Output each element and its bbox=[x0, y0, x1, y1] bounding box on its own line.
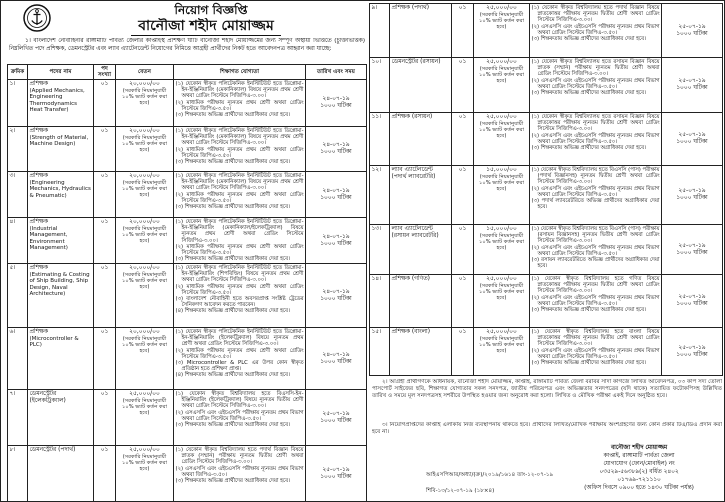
qualification-item: (১) যেকোন স্বীকৃত পলিটেকনিক ইনস্টিটিউট হতে ডিপ্লোমা-ইন-ইঞ্জিনিয়ারিং (মেকানিক্যাল/ইলেকট্রিক্যাল) বিষয়ে ন্যূনতম প্রথম শ্রেণী অথবা গ্রেডিং সিস্টেমে সিজিপিএ-৩.০০। bbox=[175, 219, 304, 244]
table-row bbox=[370, 275, 723, 328]
date-time-cell bbox=[662, 328, 723, 375]
qualification-item: (২) মাধ্যমিক পরীক্ষায় ন্যূনতম প্রথম শ্রেণী অথবা গ্রেডিং সিস্টেমে জিপিএ-৩.৫০। bbox=[175, 347, 304, 360]
post-count: ০১ bbox=[94, 80, 116, 126]
col-header-post: পদের নাম bbox=[28, 65, 94, 79]
salary-note: (সরকারি নিয়মানুযায়ী ১০% ভ্যাট কর্তন করা হবে) bbox=[479, 173, 524, 193]
post-cell bbox=[28, 446, 94, 501]
contact-address: কাপ্তাই, রাঙ্গামাটি পার্বত্য জেলা bbox=[603, 453, 675, 459]
post-cell bbox=[28, 172, 94, 217]
interview-date: ২৫-০৭-১৯ bbox=[322, 466, 350, 473]
post-count: ০১ bbox=[94, 446, 116, 501]
serial-number: ৪। bbox=[9, 219, 16, 225]
qualification-item: (৩) শিক্ষকতায় অভিজ্ঞ প্রার্থীদের অগ্রাধিকার দেয়া হবে। bbox=[531, 360, 646, 367]
serial-number: ১৪। bbox=[371, 276, 382, 282]
serial-cell bbox=[8, 390, 28, 445]
post-count: ০১ bbox=[452, 4, 474, 57]
date-time-cell bbox=[306, 264, 367, 327]
table-row bbox=[8, 264, 367, 328]
col-header-count: পদ সংখ্যা bbox=[94, 65, 116, 79]
post-subject: (Industrial Management, Environment Management) bbox=[29, 225, 68, 252]
qualification-item: (১) যেকোন স্বীকৃত বিশ্ববিদ্যালয় হতে পদার্থ বিজ্ঞান বিষয়ে স্নাতক (সম্মান) পরীক্ষায় ন্যূনতম দ্বিতীয় শ্রেণী অথবা গ্রেডিং সিস্টেমে সিজিপিএ-৩.০০। bbox=[175, 447, 304, 466]
post-name: প্রশিক্ষক (রসায়ন) bbox=[391, 114, 433, 120]
interview-date: ২৪-০৭-১৯ bbox=[322, 288, 350, 295]
serial-cell bbox=[370, 4, 390, 57]
salary-amount: ১৫,০০০/০০ bbox=[486, 226, 517, 232]
interview-date: ২৪-০৭-১৯ bbox=[322, 351, 350, 358]
qualification-item: (৩) শিক্ষকতায় অভিজ্ঞ প্রার্থীদের অগ্রাধিকার দেয়া হবে। bbox=[531, 36, 646, 43]
left-table bbox=[7, 64, 367, 502]
salary-cell bbox=[474, 225, 530, 274]
post-cell bbox=[390, 328, 452, 375]
interview-date: ২৪-০৭-১৯ bbox=[322, 142, 350, 148]
post-name: প্রশিক্ষক bbox=[29, 265, 48, 271]
salary-note: (সরকারি নিয়মানুযায়ী ১০% ভ্যাট কর্তন করা হবে) bbox=[479, 11, 524, 31]
qualification-cell bbox=[174, 80, 306, 126]
serial-number: ৭। bbox=[9, 391, 16, 397]
post-cell bbox=[28, 218, 94, 263]
salary-note: (সরকারি নিয়মানুযায়ী ১০% ভ্যাট কর্তন করা হবে) bbox=[122, 225, 167, 245]
contact-mobile: ০১৭৬৯-৭২১১১০ bbox=[617, 477, 661, 483]
note-accommodation: ৩। নিয়োগপ্রাপ্তদের কাপ্তাই এলাকায় নিজ ব্যবস্থাপনায় থাকতে হবে। প্রার্থীদের লিখিত/মৌখিক পরীক্ষায় অংশগ্রহণের জন্য কোন প্রকার টিএ/ডিএ প্রদান করা হবে না। bbox=[372, 422, 722, 435]
salary-amount: ২০,০০০/০০ bbox=[129, 173, 160, 179]
qualification-cell bbox=[174, 390, 306, 445]
table-row bbox=[370, 113, 723, 166]
date-time-cell bbox=[662, 275, 723, 327]
qualification-cell bbox=[174, 172, 306, 217]
serial-cell bbox=[370, 328, 390, 375]
salary-amount: ২০,০০০/০০ bbox=[129, 81, 160, 87]
salary-amount: ২৫,০০০/০০ bbox=[486, 276, 517, 282]
qualification-item: (২) এসএসসি এবং এইচএসসি পরীক্ষায় ন্যূনতম প্রথম বিভাগ অথবা গ্রেডিং সিস্টেমে জিপিএ-৩.৫০। bbox=[531, 132, 660, 145]
interview-time: ১০০০ ঘটিকা bbox=[676, 351, 708, 358]
qualification-item: (১) যেকোন স্বীকৃত পলিটেকনিক ইনস্টিটিউট হতে ডিপ্লোমা-ইন-ইঞ্জিনিয়ারিং (মেকানিক্যাল) বিষয়ে ন্যূনতম প্রথম শ্রেণী অথবা গ্রেডিং সিস্টেমে সিজিপিএ-৩.০০। bbox=[175, 173, 304, 192]
interview-time: ১০০০ ঘটিকা bbox=[676, 85, 708, 91]
interview-date: ২৪-০৭-১৯ bbox=[322, 187, 350, 194]
col-header-date: তারিখ এবং সময় bbox=[306, 65, 367, 79]
qualification-item: (২) মাধ্যমিক পরীক্ষায় ন্যূনতম প্রথম শ্রেণী অথবা গ্রেডিং সিস্টেমে জিপিএ-৩.৫০। bbox=[175, 191, 304, 204]
qualification-item: (৩) Microcontroller & PLC এর উপর কোন স্বীকৃত প্রতিষ্ঠান হতে প্রশিক্ষণ প্রাপ্ত। bbox=[175, 360, 304, 373]
interview-date: ২৪-০৭-১৯ bbox=[322, 96, 350, 102]
interview-date: ২৪-০৭-১৯ bbox=[322, 233, 350, 240]
salary-note: (সরকারি নিয়মানুযায়ী ১০% ভ্যাট কর্তন করা হবে) bbox=[122, 134, 167, 154]
date-time-cell bbox=[306, 127, 367, 171]
qualification-item: (১) যেকোন স্বীকৃত পলিটেকনিক ইনস্টিটিউট হতে ডিপ্লোমা-ইন-ইঞ্জিনিয়ারিং (শিপবিল্ডিং) বিষয়ে ন্যূনতম প্রথম শ্রেণী অথবা গ্রেডিং সিস্টেমে সিজিপিএ-৩.০০। bbox=[175, 265, 304, 284]
reference-block bbox=[426, 467, 556, 499]
date-time-cell bbox=[306, 328, 367, 389]
interview-date: ২৫-০৭-১৯ bbox=[678, 78, 706, 84]
serial-cell bbox=[8, 80, 28, 126]
salary-note: (সরকারি নিয়মানুযায়ী ১০% ভ্যাট কর্তন করা হবে) bbox=[122, 397, 167, 417]
serial-cell bbox=[8, 172, 28, 217]
qualification-item: (১) যেকোন স্বীকৃত পলিটেকনিক ইনস্টিটিউট হতে ডিপ্লোমা-ইন-ইঞ্জিনিয়ারিং (মেকানিক্যাল) বিষয়ে ন্যূনতম প্রথম শ্রেণী অথবা গ্রেডিং সিস্টেমে সিজিপিএ-৩.০০। bbox=[175, 128, 304, 147]
table-row bbox=[8, 390, 367, 446]
post-name: প্রশিক্ষক (পদার্থ) bbox=[391, 5, 430, 11]
salary-cell bbox=[116, 218, 174, 263]
salary-amount: ১৫,০০০/০০ bbox=[486, 167, 517, 173]
interview-time: ১০০০ ঘটিকা bbox=[676, 195, 708, 201]
salary-note: (সরকারি নিয়মানুযায়ী ১০% ভ্যাট কর্তন করা হবে) bbox=[479, 120, 524, 140]
interview-time: ১০০০ ঘটিকা bbox=[320, 295, 352, 302]
interview-time: ১০০০ ঘটিকা bbox=[320, 149, 352, 155]
post-count: ০১ bbox=[94, 264, 116, 327]
qualification-cell bbox=[530, 58, 662, 112]
date-time-cell bbox=[306, 390, 367, 445]
salary-amount: ২০,০০০/০০ bbox=[129, 265, 160, 271]
qualification-item: (২) এসএসসি এবং এইচএসসি পরীক্ষায় ন্যূনতম প্রথম বিভাগ অথবা গ্রেডিং সিস্টেমে জিপিএ-৩.৫০। bbox=[531, 294, 660, 307]
post-name: ল্যাব এ্যাটেনডেন্ট (রসায়ন ল্যাবরেটরি) bbox=[391, 226, 439, 239]
qualification-item: (১) যেকোন স্বীকৃত বিশ্ববিদ্যালয় হতে রসায়ন বিজ্ঞান বিষয়ে স্নাতক (সম্মান) পরীক্ষায় ন্যূনতম দ্বিতীয় শ্রেণী অথবা গ্রেডিং সিস্টেমে সিজিপিএ-৩.০০। bbox=[531, 59, 660, 78]
salary-amount: ২০,০০০/০০ bbox=[129, 329, 160, 335]
right-table bbox=[369, 3, 723, 376]
date-time-cell bbox=[306, 80, 367, 126]
serial-number: ৩। bbox=[9, 173, 16, 179]
salary-note: (সরকারি নিয়মানুযায়ী ১০% ভ্যাট কর্তন করা হবে) bbox=[122, 453, 167, 473]
qualification-item: (২) মাধ্যমিক পরীক্ষায় ন্যূনতম প্রথম শ্রেণী অথবা গ্রেডিং সিস্টেমে জিপিএ-৩.৫০। bbox=[175, 99, 304, 112]
post-subject: (Engineering Mechanics, Hydraulics & Pneumatic) bbox=[29, 179, 91, 199]
qualification-item: (৩) শিক্ষকতায় অভিজ্ঞ প্রার্থীদের অগ্রাধিকার দেয়া হবে। bbox=[531, 90, 646, 97]
post-name: প্রশিক্ষক bbox=[29, 81, 48, 87]
qualification-item: (৩) শিক্ষকতায় অভিজ্ঞ প্রার্থীদের অগ্রাধিকার দেয়া হবে। bbox=[175, 159, 290, 166]
post-cell bbox=[390, 113, 452, 165]
qualification-item: (১) যেকোন স্বীকৃত বিশ্ববিদ্যালয় হতে বিএসসি (পাস) পরীক্ষায় (রসায়ন বিজ্ঞানসহ) ন্যূনতম দ্বিতীয় শ্রেণী অথবা গ্রেডিং সিস্টেমে সিজিপিএ-৩.০০। bbox=[531, 226, 660, 245]
date-time-cell bbox=[662, 58, 723, 112]
note-application-instructions: ২। আগ্রহী প্রার্থীগণকে অধিনায়ক, বানৌজা শহীদ মোয়াজ্জম, কাপ্তাই, রাঙ্গামাটি পার্বত্য জেলা বরাবর সাদা কাগজে লিখিত আবেদনপত্র, ০৩ কপি সদ্য তোলা পাসপোর্ট সাইজের ছবি, শিক্ষাগত যোগ্যতার সকল সনদপত্র, জাতীয় পরিচয়পত্র এবং অভিজ্ঞতার সনদপত্রের (যদি থাকে) সত্যায়িত ফটোকপিসহ উল্লিখিত তারিখ ও সময়ে মূল সনদপত্রসহ সশরীরে উপস্থিত হওয়ার জন্য অনুরোধ করা হলো। লিখিত ও মৌখিক পরীক্ষা একই দিনে অনুষ্ঠিত হবে। bbox=[372, 379, 722, 399]
serial-cell bbox=[370, 166, 390, 224]
interview-time: ১০০০ ঘটিকা bbox=[676, 30, 708, 37]
post-subject: (Estimating & Costing of Ship Building, Ship Design, Naval Architecture) bbox=[29, 271, 90, 298]
serial-number: ১৩। bbox=[371, 226, 382, 232]
salary-cell bbox=[116, 264, 174, 327]
salary-note: (সরকারি নিয়মানুযায়ী ১০% ভ্যাট কর্তন করা হবে) bbox=[479, 65, 524, 85]
table-row bbox=[370, 58, 723, 113]
serial-cell bbox=[8, 328, 28, 389]
intro-paragraph: ১। বাংলাদেশ নৌবাহিনীর রাঙ্গামাটি পার্বত্য জেলার কাপ্তাইস্থ প্রশিক্ষণ ঘাঁটি বানৌজা শহীদ মোয়াজ্জমের জন্য সম্পূর্ণ অস্থায়ী ভিত্তিতে (চুক্তিভিত্তিক) নিম্নলিখিত পদে প্রশিক্ষক, ডেমনস্ট্রেটর এবং ল্যাব এ্যাটেনডেন্ট নিয়োগের নিমিত্তে আগ্রহী প্রার্থীদের নিকট হতে আবেদনপত্র আহ্বান করা যাচ্ছে: bbox=[9, 38, 365, 52]
interview-time: ১০০০ ঘটিকা bbox=[320, 417, 352, 424]
qualification-item: (২) এসএসসি এবং এইচএসসি পরীক্ষায় ন্যূনতম প্রথম বিভাগ অথবা গ্রেডিং সিস্টেমে জিপিএ-৩.৫০। bbox=[531, 185, 660, 198]
post-subject: (Microcontroller & PLC) bbox=[29, 335, 79, 349]
date-time-cell bbox=[306, 218, 367, 263]
qualification-item: (১) যেকোন স্বীকৃত বিশ্ববিদ্যালয় হতে গণিত বিষয়ে স্নাতকোত্তর পরীক্ষায় ন্যূনতম দ্বিতীয় শ্রেণী অথবা গ্রেডিং সিস্টেমে সিজিপিএ-৩.০০। bbox=[531, 276, 660, 295]
interview-date: ২৫-০৭-১৯ bbox=[678, 242, 706, 249]
interview-time: ১০০০ ঘটিকা bbox=[320, 240, 352, 247]
interview-date: ২৫-০৭-১৯ bbox=[678, 344, 706, 351]
post-subject: (Strength of Material, Machine Design) bbox=[29, 134, 89, 148]
salary-note: (সরকারি নিয়মানুযায়ী ১০% ভ্যাট কর্তন করা হবে) bbox=[122, 87, 167, 107]
col-header-qualification: শিক্ষাগত যোগ্যতা bbox=[174, 65, 306, 79]
serial-number: ১। bbox=[9, 81, 16, 87]
qualification-item: (১) যেকোন স্বীকৃত পলিটেকনিক ইনস্টিটিউট হতে ডিপ্লোমা-ইন-ইঞ্জিনিয়ারিং (ইলেকট্রিক্যাল) বিষয়ে ন্যূনতম প্রথম শ্রেণী অথবা গ্রেডিং সিস্টেমে সিজিপিএ-৩.০০। bbox=[175, 329, 304, 348]
interview-time: ১০০০ ঘটিকা bbox=[676, 249, 708, 256]
qualification-item: (১) যেকোন স্বীকৃত পলিটেকনিক ইনস্টিটিউট হতে ডিপ্লোমা-ইন-ইঞ্জিনিয়ারিং (মেকানিক্যাল) বিষয়ে ন্যূনতম প্রথম শ্রেণী অথবা গ্রেডিং সিস্টেমে সিজিপিএ-৩.০০। bbox=[175, 81, 304, 100]
qualification-item: (১) যেকোন স্বীকৃত বিশ্ববিদ্যালয় হতে বাংলা বিষয়ে স্নাতকোত্তর পরীক্ষায় ন্যূনতম দ্বিতীয় শ্রেণী অথবা গ্রেডিং সিস্টেমে সিজিপিএ-৩.০০। bbox=[531, 329, 660, 348]
notice-title: নিয়োগ বিজ্ঞপ্তি bbox=[174, 3, 248, 17]
interview-date: ২৫-০৭-১৯ bbox=[322, 410, 350, 417]
salary-cell bbox=[474, 328, 530, 375]
serial-number: ১১। bbox=[371, 114, 382, 120]
salary-note: (সরকারি নিয়মানুযায়ী ১০% ভ্যাট কর্তন করা হবে) bbox=[479, 282, 524, 302]
serial-number: ৮। bbox=[9, 447, 16, 453]
salary-amount: ২৫,০০০/০০ bbox=[486, 114, 517, 120]
serial-number: ৯। bbox=[371, 5, 378, 11]
interview-time: ১০০০ ঘটিকা bbox=[320, 103, 352, 109]
salary-cell bbox=[474, 166, 530, 224]
post-name: ল্যাব এ্যাটেনডেন্ট (পদার্থ ল্যাবরেটরি) bbox=[391, 167, 436, 180]
date-time-cell bbox=[662, 225, 723, 274]
qualification-item: (২) এসএসসি এবং এইচএসসি পরীক্ষায় ন্যূনতম প্রথম বিভাগ অথবা জিপিএ-৩.৫০। bbox=[175, 465, 304, 478]
serial-number: ৫। bbox=[9, 265, 16, 271]
qualification-cell bbox=[530, 113, 662, 165]
interview-time: ১০০০ ঘটিকা bbox=[320, 194, 352, 201]
date-time-cell bbox=[662, 113, 723, 165]
salary-cell bbox=[116, 446, 174, 501]
post-cell bbox=[28, 127, 94, 171]
table-row bbox=[8, 446, 367, 502]
salary-cell bbox=[474, 4, 530, 57]
post-name: প্রশিক্ষক bbox=[29, 329, 48, 335]
post-name: ডেমনস্ট্রেটর (ইলেকট্রিক্যাল) bbox=[29, 391, 66, 404]
date-time-cell bbox=[662, 4, 723, 57]
qualification-item: (২) এসএসসি এবং এইচএসসি পরীক্ষায় ন্যূনতম প্রথম বিভাগ অথবা গ্রেডিং সিস্টেমে জিপিএ-৩.৫০। bbox=[531, 77, 660, 90]
qualification-item: (২) এসএসসি এবং এইচএসসি পরীক্ষায় ন্যূনতম প্রথম বিভাগ অথবা গ্রেডিং সিস্টেমে জিপিএ-৩.৫০। bbox=[531, 244, 660, 257]
qualification-item: (২) মাধ্যমিক পরীক্ষায় ন্যূনতম প্রথম শ্রেণী অথবা গ্রেডিং সিস্টেমে জিপিএ-৩.৫০। bbox=[175, 283, 304, 296]
serial-cell bbox=[8, 218, 28, 263]
post-count: ০১ bbox=[452, 328, 474, 375]
serial-cell bbox=[8, 264, 28, 327]
interview-date: ২৫-০৭-১৯ bbox=[678, 188, 706, 194]
contact-office: বানৌজা শহীদ মোয়াজ্জম bbox=[610, 445, 668, 451]
table-row bbox=[8, 218, 367, 264]
post-count: ০১ bbox=[452, 275, 474, 327]
serial-cell bbox=[370, 275, 390, 327]
post-cell bbox=[390, 4, 452, 57]
qualification-item: (৩) শিক্ষকতায় অভিজ্ঞ প্রার্থীদের অগ্রাধিকার দেয়া হবে। bbox=[175, 478, 290, 485]
post-cell bbox=[28, 264, 94, 327]
qualification-item: (৩) শিক্ষকতায় অভিজ্ঞ প্রার্থীদের অগ্রাধিকার দেয়া হবে। bbox=[175, 112, 290, 119]
salary-amount: ২০,০০০/০০ bbox=[129, 128, 160, 134]
qualification-cell bbox=[530, 328, 662, 375]
salary-note: (সরকারি নিয়মানুযায়ী ১০% ভ্যাট কর্তন করা হবে) bbox=[479, 232, 524, 252]
qualification-item: (২) এসএসসি এবং এইচএসসি পরীক্ষায় ন্যূনতম প্রথম বিভাগ অথবা গ্রেডিং সিস্টেমে জিপিএ-৩.৫০। bbox=[175, 409, 304, 422]
contact-phone: ০৩৫২৯-৫৬৩৮৯(২) বর্ধিত ২৪০২ bbox=[599, 469, 679, 475]
qualification-item: (৩) বাংলাদেশ নৌবাহিনী হতে অবসরপ্রাপ্ত সংশ্লিষ্ট ট্রেডের সৈনিকগণ আবেদন করতে পারবেন। bbox=[175, 296, 304, 309]
post-count: ০১ bbox=[452, 58, 474, 112]
post-name: প্রশিক্ষক bbox=[29, 128, 48, 134]
post-cell bbox=[390, 275, 452, 327]
salary-amount: ২৫,০০০/০০ bbox=[486, 329, 517, 335]
serial-cell bbox=[370, 113, 390, 165]
serial-number: ৬। bbox=[9, 329, 16, 335]
table-row bbox=[370, 4, 723, 58]
qualification-item: (৩) পদার্থ ল্যাবরেটরিতে অভিজ্ঞ প্রার্থীদের অগ্রাধিকার দেয়া হবে। bbox=[531, 198, 660, 211]
post-name: ডেমনস্ট্রেটর (পদার্থ) bbox=[29, 447, 76, 453]
post-cell bbox=[28, 328, 94, 389]
serial-cell bbox=[370, 58, 390, 112]
post-cell bbox=[390, 225, 452, 274]
salary-amount: ২৫,০০০/০০ bbox=[129, 447, 160, 453]
qualification-item: (২) এসএসসি এবং এইচএসসি পরীক্ষায় ন্যূনতম প্রথম বিভাগ অথবা গ্রেডিং সিস্টেমে জিপিএ-৩.৫০। bbox=[531, 23, 660, 36]
qualification-item: (২) মাধ্যমিক পরীক্ষায় ন্যূনতম প্রথম শ্রেণী অথবা গ্রেডিং সিস্টেমে জিপিএ-৩.৫০। bbox=[175, 146, 304, 159]
interview-time: ১০০০ ঘটিকা bbox=[676, 301, 708, 307]
post-count: ০১ bbox=[94, 172, 116, 217]
qualification-item: (২) এসএসসি এবং এইচএসসি পরীক্ষায় ন্যূনতম প্রথম বিভাগ অথবা গ্রেডিং সিস্টেমে জিপিএ-৩.৫০। bbox=[531, 347, 660, 360]
serial-cell bbox=[8, 446, 28, 501]
qualification-cell bbox=[530, 166, 662, 224]
post-subject: (Applied Mechanics, Engineering Thermodynamics Heat Transfer) bbox=[29, 87, 85, 114]
post-count: ০১ bbox=[94, 390, 116, 445]
table-row bbox=[370, 225, 723, 275]
contact-block bbox=[557, 444, 721, 492]
post-cell bbox=[28, 390, 94, 445]
salary-note: (সরকারি নিয়মানুযায়ী ১০% ভ্যাট কর্তন করা হবে) bbox=[122, 335, 167, 355]
qualification-item: (১) যেকোন স্বীকৃত বিশ্ববিদ্যালয় হতে রসায়ন বিজ্ঞান বিষয়ে স্নাতকোত্তর পরীক্ষায় ন্যূনতম দ্বিতীয় শ্রেণী অথবা গ্রেডিং সিস্টেমে সিজিপিএ-৩.০০। bbox=[531, 114, 660, 133]
qualification-cell bbox=[174, 218, 306, 263]
serial-number: ১২। bbox=[371, 167, 382, 173]
salary-cell bbox=[116, 390, 174, 445]
col-header-salary: বেতন bbox=[116, 65, 174, 79]
post-count: ০১ bbox=[452, 225, 474, 274]
salary-amount: ২০,০০০/০০ bbox=[129, 219, 160, 225]
salary-amount: ২৫,০০০/০০ bbox=[486, 5, 517, 11]
post-cell bbox=[28, 80, 94, 126]
establishment-name: বানৌজা শহীদ মোয়াজ্জম bbox=[131, 18, 281, 36]
date-time-cell bbox=[306, 446, 367, 501]
qualification-cell bbox=[174, 328, 306, 389]
salary-cell bbox=[474, 275, 530, 327]
table-row bbox=[8, 172, 367, 218]
post-cell bbox=[390, 58, 452, 112]
qualification-item: (৪) শিক্ষকতায় অভিজ্ঞ প্রার্থীদের অগ্রাধিকার দেয়া হবে। bbox=[175, 372, 290, 379]
serial-cell bbox=[8, 127, 28, 171]
reference-line: শিবি-১৩/১২-০৭-১৯ (১৮×৪) bbox=[426, 488, 495, 494]
qualification-item: (৩) শিক্ষকতায় অভিজ্ঞ প্রার্থীদের অগ্রাধিকার দেয়া হবে। bbox=[175, 256, 290, 263]
salary-cell bbox=[116, 328, 174, 389]
serial-number: ২। bbox=[9, 128, 16, 134]
qualification-item: (৩) শিক্ষকতায় অভিজ্ঞ প্রার্থীদের অগ্রাধিকার দেয়া হবে। bbox=[175, 422, 290, 429]
table-row bbox=[8, 328, 367, 390]
table-row bbox=[370, 328, 723, 376]
col-header-serial: ক্রমিক bbox=[8, 65, 28, 79]
salary-amount: ২৫,০০০/০০ bbox=[486, 59, 517, 65]
salary-cell bbox=[116, 172, 174, 217]
post-count: ০১ bbox=[94, 127, 116, 171]
interview-date: ২৫-০৭-১৯ bbox=[678, 132, 706, 138]
serial-cell bbox=[370, 225, 390, 274]
contact-hours: (অফিস দিবসে ০৯০০ হতে ১৪৩০ ঘটিকা পর্যন্ত) bbox=[584, 485, 694, 491]
salary-note: (সরকারি নিয়মানুযায়ী ১০% ভ্যাট কর্তন করা হবে) bbox=[122, 179, 167, 199]
post-count: ০১ bbox=[452, 113, 474, 165]
qualification-cell bbox=[530, 4, 662, 57]
qualification-item: (৪) শিক্ষকতায় অভিজ্ঞ প্রার্থীদের অগ্রাধিকার দেয়া হবে। bbox=[175, 308, 290, 315]
qualification-item: (৩) শিক্ষকতায় অভিজ্ঞ প্রার্থীদের অগ্রাধিকার দেয়া হবে। bbox=[531, 307, 646, 314]
interview-time: ১০০০ ঘটিকা bbox=[676, 139, 708, 145]
post-name: ডেমনস্ট্রেটর (রসায়ন) bbox=[391, 59, 441, 65]
post-name: প্রশিক্ষক (বাংলা) bbox=[391, 329, 431, 335]
qualification-cell bbox=[174, 446, 306, 501]
serial-number: ১৫। bbox=[371, 329, 382, 335]
salary-cell bbox=[474, 58, 530, 112]
date-time-cell bbox=[662, 166, 723, 224]
qualification-cell bbox=[530, 225, 662, 274]
qualification-cell bbox=[174, 264, 306, 327]
qualification-item: (৩) রসায়ন ল্যাবরেটরিতে অভিজ্ঞ প্রার্থীদের অগ্রাধিকার দেয়া হবে। bbox=[531, 257, 660, 270]
salary-amount: ২৫,০০০/০০ bbox=[129, 391, 160, 397]
salary-note: (সরকারি নিয়মানুযায়ী ১০% ভ্যাট কর্তন করা হবে) bbox=[479, 335, 524, 355]
interview-date: ২৫-০৭-১৯ bbox=[678, 23, 706, 30]
table-row bbox=[8, 127, 367, 172]
qualification-item: (১) যেকোন স্বীকৃত বিশ্ববিদ্যালয় হতে পদার্থ বিজ্ঞান বিষয়ে স্নাতকোত্তর পরীক্ষায় ন্যূনতম দ্বিতীয় শ্রেণী অথবা গ্রেডিং সিস্টেমে সিজিপিএ-৩.০০। bbox=[531, 5, 660, 24]
date-time-cell bbox=[306, 172, 367, 217]
table-header-row bbox=[8, 65, 367, 80]
right-table-body bbox=[370, 4, 723, 376]
interview-time: ১০০০ ঘটিকা bbox=[320, 473, 352, 480]
table-row bbox=[370, 166, 723, 225]
qualification-cell bbox=[530, 275, 662, 327]
serial-number: ১০। bbox=[371, 59, 382, 65]
qualification-cell bbox=[174, 127, 306, 171]
qualification-item: (২) মাধ্যমিক পরীক্ষায় ন্যূনতম প্রথম শ্রেণী অথবা গ্রেডিং সিস্টেমে জিপিএ-৩.৫০। bbox=[175, 243, 304, 257]
navy-emblem-icon bbox=[23, 4, 51, 32]
left-table-body bbox=[8, 80, 367, 502]
interview-time: ১০০০ ঘটিকা bbox=[320, 358, 352, 365]
interview-date: ২৫-০৭-১৯ bbox=[678, 294, 706, 300]
salary-cell bbox=[474, 113, 530, 165]
qualification-item: (৩) শিক্ষকতায় অভিজ্ঞ প্রার্থীদের অগ্রাধিকার দেয়া হবে। bbox=[531, 145, 646, 152]
post-name: প্রশিক্ষক bbox=[29, 219, 48, 225]
salary-cell bbox=[116, 127, 174, 171]
qualification-item: (১) যেকোন স্বীকৃত বিশ্ববিদ্যালয় হতে বিএসসি-ইন-ইঞ্জিনিয়ারিং (ইলেকট্রিক্যাল) বিষয়ে ন্যূনতম দ্বিতীয় শ্রেণী অথবা গ্রেডিং সিস্টেমে সিজিপিএ-৩.০০। bbox=[175, 391, 304, 410]
post-count: ০১ bbox=[452, 166, 474, 224]
salary-note: (সরকারি নিয়মানুযায়ী ১০% ভ্যাট কর্তন করা হবে) bbox=[122, 271, 167, 291]
qualification-item: (৩) শিক্ষকতায় অভিজ্ঞ প্রার্থীদের অগ্রাধিকার দেয়া হবে। bbox=[175, 204, 290, 211]
salary-cell bbox=[116, 80, 174, 126]
post-cell bbox=[390, 166, 452, 224]
table-row bbox=[8, 80, 367, 127]
post-name: প্রশিক্ষক (গণিত) bbox=[391, 276, 430, 282]
reference-line: আইএসপিআর/অধ্যা/(ক্র)/২০১৯/১৬১৪ তাং-১২-০৭-১৯ bbox=[426, 472, 554, 478]
contact-label: যোগাযোগ (ফোন/মোবাইল) নং bbox=[603, 461, 675, 467]
post-count: ০১ bbox=[94, 328, 116, 389]
post-count: ০১ bbox=[94, 218, 116, 263]
qualification-item: (১) যেকোন স্বীকৃত বিশ্ববিদ্যালয় হতে বিএসসি (পাস) পরীক্ষায় (পদার্থ বিজ্ঞানসহ) ন্যূনতম দ্বিতীয় শ্রেণী অথবা গ্রেডিং সিস্টেমে সিজিপিএ-৩.০০। bbox=[531, 167, 660, 186]
post-name: প্রশিক্ষক bbox=[29, 173, 48, 179]
